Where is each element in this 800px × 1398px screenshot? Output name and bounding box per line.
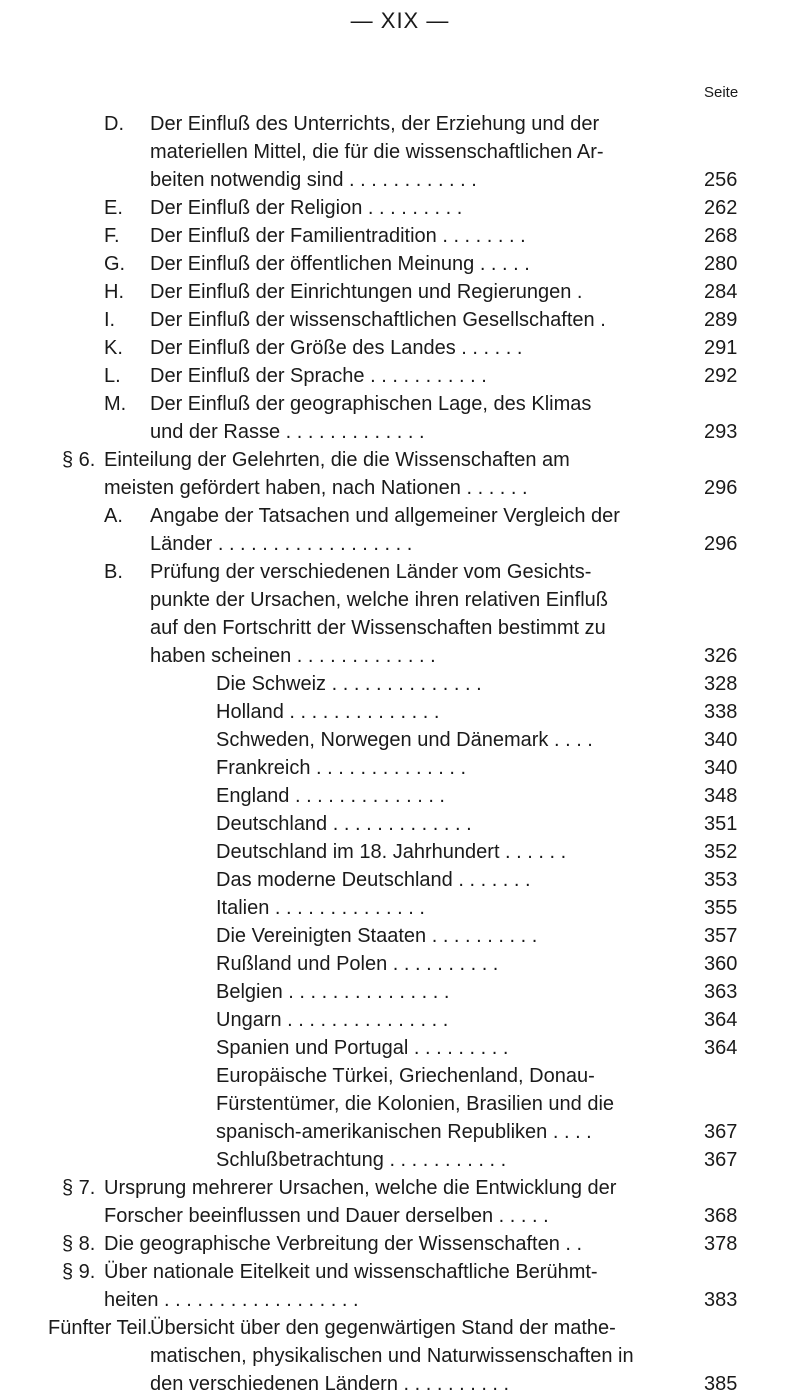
toc-page-number: 262 bbox=[704, 197, 738, 219]
toc-entry-text: und der Rasse . . . . . . . . . . . . . bbox=[150, 421, 425, 443]
toc-entry-text: Forscher beeinflussen und Dauer derselben . . . . . bbox=[104, 1205, 549, 1227]
toc-line bbox=[0, 1230, 800, 1258]
toc-entry-text: Belgien . . . . . . . . . . . . . . . bbox=[216, 981, 450, 1003]
toc-page-number: 353 bbox=[704, 869, 738, 891]
toc-page-number: 291 bbox=[704, 337, 738, 359]
toc-page-number: 296 bbox=[704, 477, 738, 499]
toc-entry-text: Deutschland . . . . . . . . . . . . . bbox=[216, 813, 472, 835]
toc-line bbox=[0, 250, 800, 278]
toc-line bbox=[0, 1202, 800, 1230]
toc-line bbox=[0, 502, 800, 530]
toc-line bbox=[0, 194, 800, 222]
toc-line bbox=[0, 810, 800, 838]
toc-entry-text: matischen, physikalischen und Naturwissenschaften in bbox=[150, 1345, 634, 1367]
toc-entry-text: punkte der Ursachen, welche ihren relativen Einfluß bbox=[150, 589, 609, 611]
toc-entry-text: Ungarn . . . . . . . . . . . . . . . bbox=[216, 1009, 449, 1031]
toc-line bbox=[0, 838, 800, 866]
toc-line bbox=[0, 334, 800, 362]
toc-page-number: 385 bbox=[704, 1373, 738, 1395]
toc-entry-label: E. bbox=[104, 197, 123, 219]
toc-line bbox=[0, 1034, 800, 1062]
toc-entry-text: haben scheinen . . . . . . . . . . . . . bbox=[150, 645, 436, 667]
toc-line bbox=[0, 1090, 800, 1118]
toc-entry-text: Prüfung der verschiedenen Länder vom Gesichts- bbox=[150, 561, 592, 583]
toc-page-number: 338 bbox=[704, 701, 738, 723]
toc-entry-text: Europäische Türkei, Griechenland, Donau- bbox=[216, 1065, 595, 1087]
toc-page-number: 383 bbox=[704, 1289, 738, 1311]
toc-line bbox=[0, 390, 800, 418]
toc-line bbox=[0, 1006, 800, 1034]
toc-line bbox=[0, 978, 800, 1006]
toc-entry-text: meisten gefördert haben, nach Nationen . . . . . . bbox=[104, 477, 528, 499]
toc-page-number: 368 bbox=[704, 1205, 738, 1227]
toc-line bbox=[0, 698, 800, 726]
toc-entry-text: Schlußbetrachtung . . . . . . . . . . . bbox=[216, 1149, 507, 1171]
toc-line bbox=[0, 474, 800, 502]
toc-page-number: 367 bbox=[704, 1149, 738, 1171]
toc-entry-text: Einteilung der Gelehrten, die die Wissenschaften am bbox=[104, 449, 570, 471]
toc-entry-text: Ursprung mehrerer Ursachen, welche die Entwicklung der bbox=[104, 1177, 617, 1199]
toc-line bbox=[0, 1258, 800, 1286]
toc-page-number: 351 bbox=[704, 813, 738, 835]
toc-entry-text: Übersicht über den gegenwärtigen Stand der mathe- bbox=[150, 1317, 616, 1339]
toc-page-number: 355 bbox=[704, 897, 738, 919]
toc-entry-text: Der Einfluß der Familientradition . . . . . . . . bbox=[150, 225, 526, 247]
toc-page-number: 280 bbox=[704, 253, 738, 275]
toc-page-number: 364 bbox=[704, 1037, 738, 1059]
toc-entry-label: G. bbox=[104, 253, 126, 275]
toc-page-number: 364 bbox=[704, 1009, 738, 1031]
page-number: — XIX — bbox=[350, 8, 450, 33]
toc-entry-text: Frankreich . . . . . . . . . . . . . . bbox=[216, 757, 467, 779]
toc-page-number: 352 bbox=[704, 841, 738, 863]
toc-line bbox=[0, 922, 800, 950]
toc-entry-label: § 6. bbox=[62, 449, 96, 471]
toc-entry-text: Holland . . . . . . . . . . . . . . bbox=[216, 701, 440, 723]
toc-page-number: 363 bbox=[704, 981, 738, 1003]
toc-entry-text: beiten notwendig sind . . . . . . . . . . . . bbox=[150, 169, 477, 191]
toc-page-number: 292 bbox=[704, 365, 738, 387]
toc-line bbox=[0, 1174, 800, 1202]
toc-entry-text: materiellen Mittel, die für die wissenschaftlichen Ar- bbox=[150, 141, 604, 163]
toc-page-number: 256 bbox=[704, 169, 738, 191]
toc-line bbox=[0, 950, 800, 978]
toc-entry-text: auf den Fortschritt der Wissenschaften bestimmt zu bbox=[150, 617, 606, 639]
toc-entry-text: Spanien und Portugal . . . . . . . . . bbox=[216, 1037, 509, 1059]
toc-entry-text: Länder . . . . . . . . . . . . . . . . . . bbox=[150, 533, 413, 555]
toc-entry-label: B. bbox=[104, 561, 123, 583]
toc-line bbox=[0, 754, 800, 782]
toc-page-number: 340 bbox=[704, 757, 738, 779]
toc-entry-text: Die geographische Verbreitung der Wissenschaften . . bbox=[104, 1233, 583, 1255]
toc-page-number: 378 bbox=[704, 1233, 738, 1255]
toc-entry-label: I. bbox=[104, 309, 116, 331]
toc-page-number: 268 bbox=[704, 225, 738, 247]
toc-line bbox=[0, 138, 800, 166]
toc-line bbox=[0, 1286, 800, 1314]
toc-entry-text: Der Einfluß des Unterrichts, der Erziehung und der bbox=[150, 113, 600, 135]
table-of-contents bbox=[0, 110, 800, 1398]
toc-page-number: 360 bbox=[704, 953, 738, 975]
toc-entry-text: Der Einfluß der wissenschaftlichen Gesellschaften . bbox=[150, 309, 606, 331]
toc-entry-label: D. bbox=[104, 113, 124, 135]
toc-line bbox=[0, 866, 800, 894]
toc-page-number: 293 bbox=[704, 421, 738, 443]
toc-line bbox=[0, 1062, 800, 1090]
toc-line bbox=[0, 782, 800, 810]
toc-line bbox=[0, 166, 800, 194]
toc-line bbox=[0, 894, 800, 922]
toc-line bbox=[0, 278, 800, 306]
toc-page-number: 326 bbox=[704, 645, 738, 667]
toc-page-number: 289 bbox=[704, 309, 738, 331]
toc-page-number: 328 bbox=[704, 673, 738, 695]
toc-entry-label: L. bbox=[104, 365, 121, 387]
toc-entry-text: Italien . . . . . . . . . . . . . . bbox=[216, 897, 425, 919]
toc-entry-text: Angabe der Tatsachen und allgemeiner Vergleich der bbox=[150, 505, 620, 527]
toc-entry-text: Rußland und Polen . . . . . . . . . . bbox=[216, 953, 499, 975]
toc-entry-label: A. bbox=[104, 505, 123, 527]
toc-line bbox=[0, 614, 800, 642]
toc-line bbox=[0, 362, 800, 390]
toc-entry-label: H. bbox=[104, 281, 124, 303]
toc-line bbox=[0, 726, 800, 754]
toc-entry-text: Die Schweiz . . . . . . . . . . . . . . bbox=[216, 673, 482, 695]
toc-line bbox=[0, 110, 800, 138]
toc-entry-label: M. bbox=[104, 393, 127, 415]
toc-line bbox=[0, 1370, 800, 1398]
toc-entry-text: Der Einfluß der Größe des Landes . . . . . . bbox=[150, 337, 523, 359]
toc-entry-text: Der Einfluß der Religion . . . . . . . . . bbox=[150, 197, 463, 219]
toc-line bbox=[0, 558, 800, 586]
toc-entry-label: § 8. bbox=[62, 1233, 96, 1255]
toc-line bbox=[0, 306, 800, 334]
toc-page-number: 296 bbox=[704, 533, 738, 555]
toc-line bbox=[0, 222, 800, 250]
toc-line bbox=[0, 1118, 800, 1146]
toc-entry-text: Schweden, Norwegen und Dänemark . . . . bbox=[216, 729, 593, 751]
toc-entry-text: Der Einfluß der öffentlichen Meinung . . . . . bbox=[150, 253, 530, 275]
toc-entry-label: § 9. bbox=[62, 1261, 96, 1283]
toc-entry-label: F. bbox=[104, 225, 120, 247]
toc-line bbox=[0, 1314, 800, 1342]
toc-page-number: 357 bbox=[704, 925, 738, 947]
toc-entry-text: Deutschland im 18. Jahrhundert . . . . . . bbox=[216, 841, 567, 863]
toc-page-number: 348 bbox=[704, 785, 738, 807]
toc-entry-text: Fürstentümer, die Kolonien, Brasilien und die bbox=[216, 1093, 615, 1115]
toc-line bbox=[0, 530, 800, 558]
toc-entry-label: K. bbox=[104, 337, 123, 359]
toc-entry-text: Der Einfluß der Einrichtungen und Regierungen . bbox=[150, 281, 583, 303]
page-column-header: Seite bbox=[704, 84, 739, 101]
toc-entry-text: Das moderne Deutschland . . . . . . . bbox=[216, 869, 531, 891]
toc-entry-text: Der Einfluß der geographischen Lage, des Klimas bbox=[150, 393, 592, 415]
toc-entry-text: spanisch-amerikanischen Republiken . . . . bbox=[216, 1121, 592, 1143]
toc-line bbox=[0, 670, 800, 698]
toc-line bbox=[0, 418, 800, 446]
toc-entry-text: England . . . . . . . . . . . . . . bbox=[216, 785, 445, 807]
toc-entry-label: § 7. bbox=[62, 1177, 96, 1199]
toc-entry-text: heiten . . . . . . . . . . . . . . . . . . bbox=[104, 1289, 359, 1311]
toc-entry-text: den verschiedenen Ländern . . . . . . . . . . bbox=[150, 1373, 510, 1395]
toc-line bbox=[0, 586, 800, 614]
toc-line bbox=[0, 446, 800, 474]
toc-page-number: 367 bbox=[704, 1121, 738, 1143]
toc-line bbox=[0, 1342, 800, 1370]
toc-entry-text: Der Einfluß der Sprache . . . . . . . . . . . bbox=[150, 365, 487, 387]
toc-page-number: 284 bbox=[704, 281, 738, 303]
toc-entry-text: Die Vereinigten Staaten . . . . . . . . . . bbox=[216, 925, 538, 947]
toc-line bbox=[0, 642, 800, 670]
toc-line bbox=[0, 1146, 800, 1174]
toc-entry-label: Fünfter Teil. bbox=[48, 1317, 153, 1339]
toc-entry-text: Über nationale Eitelkeit und wissenschaftliche Berühmt- bbox=[104, 1261, 598, 1283]
toc-page-number: 340 bbox=[704, 729, 738, 751]
